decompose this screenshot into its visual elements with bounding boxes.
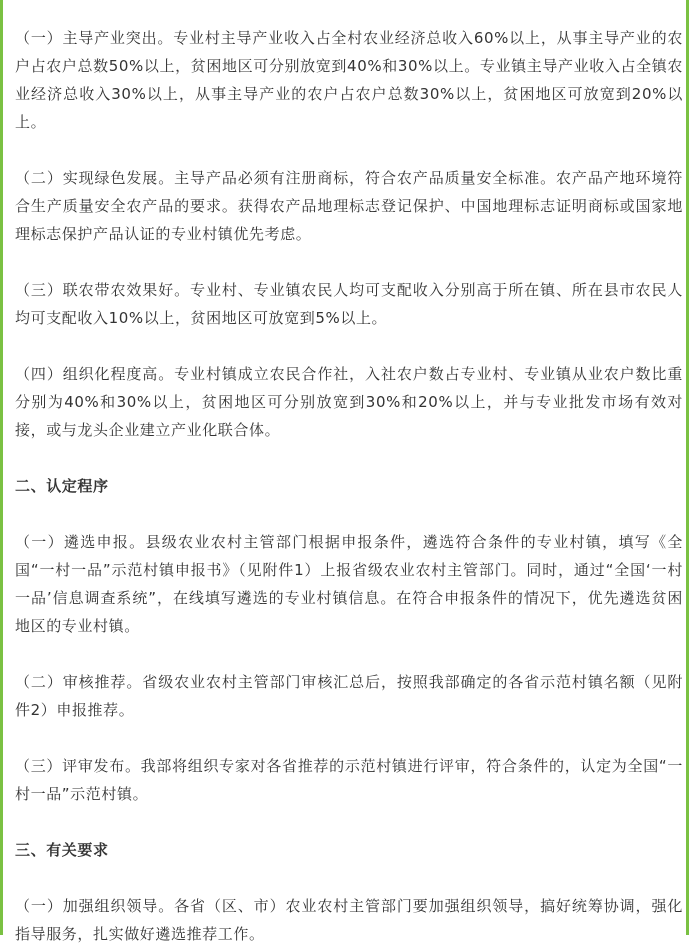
paragraph-gap bbox=[15, 808, 683, 836]
paragraph-gap bbox=[15, 864, 683, 892]
paragraph-evaluation-release: （三）评审发布。我部将组织专家对各省推荐的示范村镇进行评审，符合条件的，认定为全国“一村一品”示范村镇。 bbox=[15, 757, 683, 803]
paragraph-selection-application: （一）遴选申报。县级农业农村主管部门根据申报条件，遴选符合条件的专业村镇，填写《全国“一村一品”示范村镇申报书》（见附件1）上报省级农业农村主管部门。同时，通过“全国‘一村一品’信息调查系统”，在线填写遴选的专业村镇信息。在符合申报条件的情况下，优先遴选贫困地区的专业村镇。 bbox=[15, 533, 683, 635]
paragraph-organization: （四）组织化程度高。专业村镇成立农民合作社，入社农户数占专业村、专业镇从业农户数比重分别为40%和30%以上，贫困地区可分别放宽到30%和20%以上，并与专业批发市场有效对接，或与龙头企业建立产业化联合体。 bbox=[15, 365, 683, 439]
paragraph-green-development: （二）实现绿色发展。主导产品必须有注册商标，符合农产品质量安全标准。农产品产地环境符合生产质量安全农产品的要求。获得农产品地理标志登记保护、中国地理标志证明商标或国家地理标志保护产品认证的专业村镇优先考虑。 bbox=[15, 169, 683, 243]
paragraph-farmer-benefit: （三）联农带农效果好。专业村、专业镇农民人均可支配收入分别高于所在镇、所在县市农民人均可支配收入10%以上，贫困地区可放宽到5%以上。 bbox=[15, 281, 683, 327]
paragraph-gap bbox=[15, 444, 683, 472]
paragraph-gap bbox=[15, 248, 683, 276]
paragraph-review-recommend: （二）审核推荐。省级农业农村主管部门审核汇总后，按照我部确定的各省示范村镇名额（见附件2）申报推荐。 bbox=[15, 673, 683, 719]
article-content bbox=[15, 24, 683, 948]
paragraph-gap bbox=[15, 136, 683, 164]
paragraph-leadership: （一）加强组织领导。各省（区、市）农业农村主管部门要加强组织领导，搞好统筹协调，强化指导服务，扎实做好遴选推荐工作。 bbox=[15, 897, 683, 943]
paragraph-main-industry: （一）主导产业突出。专业村主导产业收入占全村农业经济总收入60%以上，从事主导产业的农户占农户总数50%以上，贫困地区可分别放宽到40%和30%以上。专业镇主导产业收入占全镇农业经济总收入30%以上，从事主导产业的农户占农户总数30%以上，贫困地区可放宽到20%以上。 bbox=[15, 29, 683, 131]
paragraph-gap bbox=[15, 500, 683, 528]
paragraph-gap bbox=[15, 724, 683, 752]
section-heading-procedure: 二、认定程序 bbox=[15, 477, 109, 495]
paragraph-gap bbox=[15, 332, 683, 360]
section-heading-requirements: 三、有关要求 bbox=[15, 841, 109, 859]
paragraph-gap bbox=[15, 640, 683, 668]
